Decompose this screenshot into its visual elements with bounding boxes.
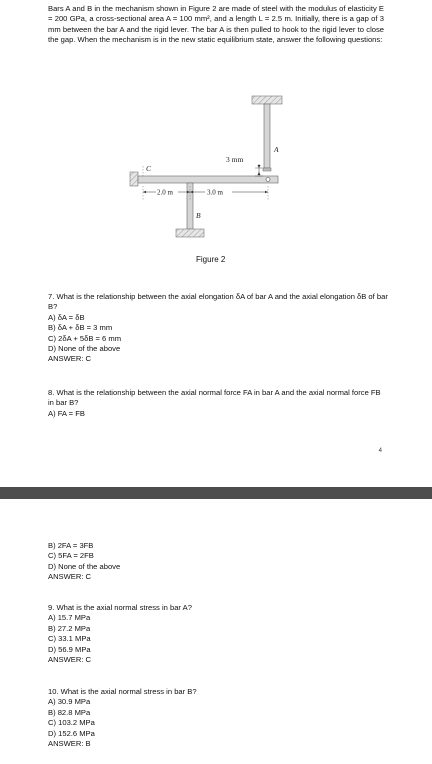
question-10-text: 10. What is the axial normal stress in bar B? [48,687,197,696]
dim-left-label: 2.0 m [157,188,173,197]
q8-option-a: A) FA = FB [48,408,85,418]
q7-answer: ANSWER: C [48,354,92,364]
dim-right-label: 3.0 m [207,188,223,197]
q9-answer: ANSWER: C [48,655,92,665]
q7-option-d: D) None of the above [48,344,121,354]
q10-option-d: D) 152.6 MPa [48,728,95,738]
q9-option-a: A) 15.7 MPa [48,613,91,623]
q10-option-a: A) 30.9 MPa [48,697,91,707]
label-a: A [274,145,279,154]
gap-label: 3 mm [226,155,244,164]
question-7-text: 7. What is the relationship between the axial elongation δA of bar A and the axial elongation δB of bar B? [48,292,388,312]
problem-intro: Bars A and B in the mechanism shown in Figure 2 are made of steel with the modulus of elasticity E = 200 GPa, a cross-sectional area A = 100 mm², and a length L = 2.5 m. Initially, there is a gap of 3 mm between the bar A and the rigid lever. The bar A is then pulled to hook to the rigid lever to close the gap. When the mechanism is in the new static equilibrium state, answer the following questions: [48,4,384,45]
q8-option-c: C) 5FA = 2FB [48,551,94,561]
q8-option-b: B) 2FA = 3FB [48,541,94,550]
q7-option-a: A) δA = δB [48,312,85,322]
pin-lever-end [266,178,270,182]
q10-option-b: B) 82.8 MPa [48,707,91,717]
top-support [252,96,282,104]
question-9 [48,603,388,665]
q10-option-c: C) 103.2 MPa [48,718,95,728]
q7-option-b: B) δA + δB = 3 mm [48,323,113,333]
q8-answer: ANSWER: C [48,572,92,582]
q8-option-d: D) None of the above [48,561,121,571]
bar-a [264,104,270,168]
page-number: 4 [378,448,382,454]
question-10 [48,687,388,749]
wall-support-c [130,172,138,186]
figure-caption: Figure 2 [196,255,226,264]
bar-a-hook [263,168,271,171]
question-7 [48,292,388,365]
q9-option-c: C) 33.1 MPa [48,634,91,644]
question-8-continued [48,541,388,583]
label-c: C [146,164,152,173]
document-page-2 [0,499,432,764]
q7-option-c: C) 2δA + 5δB = 6 mm [48,333,122,343]
bottom-support [176,229,204,237]
question-8 [48,388,388,419]
question-9-text: 9. What is the axial normal stress in bar A? [48,603,192,612]
question-8-text: 8. What is the relationship between the axial normal force FA in bar A and the axial normal force FB in bar B? [48,388,381,408]
page-divider [0,487,432,499]
rigid-lever [138,176,278,183]
q9-option-d: D) 56.9 MPa [48,644,91,654]
label-b: B [196,211,201,220]
q10-answer: ANSWER: B [48,739,91,749]
figure-2-mechanism [0,0,432,260]
q9-option-b: B) 27.2 MPa [48,623,91,633]
